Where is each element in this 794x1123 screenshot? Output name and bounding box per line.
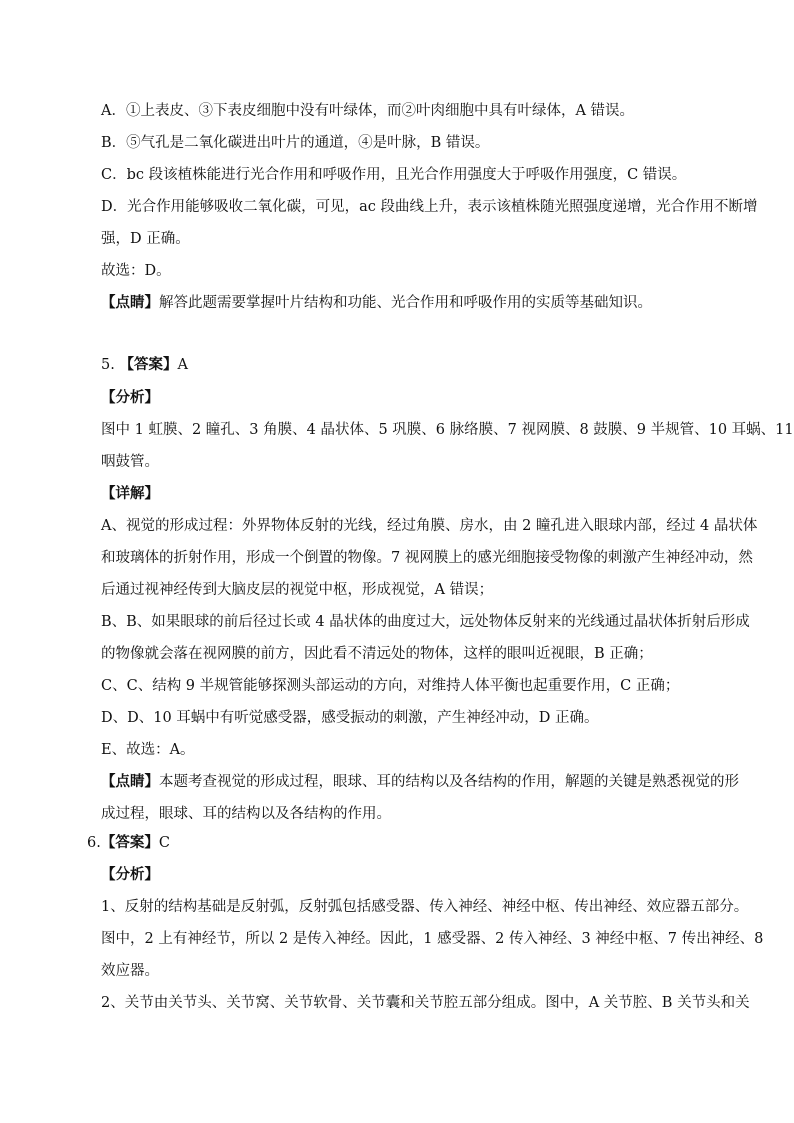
q5-detail-line-7: D、D、10 耳蜗中有听觉感受器，感受振动的刺激，产生神经冲动，D 正确。 <box>101 710 599 726</box>
q6-analysis-label: 【分析】 <box>101 866 159 883</box>
q5-analysis-line-2: 咽鼓管。 <box>101 454 159 470</box>
q6-analysis-line-4: 2、关节由关节头、关节窝、关节软骨、关节囊和关节腔五部分组成。图中，A 关节腔、B 关节头和关 <box>101 995 750 1011</box>
q5-dianjing-text-1: 本题考查视觉的形成过程，眼球、耳的结构以及各结构的作用，解题的关键是熟悉视觉的形 <box>159 774 739 790</box>
q5-detail-line-1: A、视觉的形成过程：外界物体反射的光线，经过角膜、房水，由 2 瞳孔进入眼球内部，经过 4 晶状体 <box>101 518 758 534</box>
q5-detail-line-4: B、B、如果眼球的前后径过长或 4 晶状体的曲度过大，远处物体反射来的光线通过晶状体折射后形成 <box>101 614 750 630</box>
q5-analysis-tag <box>101 388 721 408</box>
q6-analysis-tag <box>101 865 721 885</box>
q5-detail-line-6: C、C、结构 9 半规管能够探测头部运动的方向，对维持人体平衡也起重要作用，C 正确； <box>101 678 680 694</box>
q5-detail-label: 【详解】 <box>101 485 159 502</box>
choice-line: 故选：D。 <box>101 263 171 279</box>
q5-detail-line-2: 和玻璃体的折射作用，形成一个倒置的物像。7 视网膜上的感光细胞接受物像的刺激产生神经冲动，然 <box>101 550 753 566</box>
option-d-text-cont: 强，D 正确。 <box>101 231 190 247</box>
q6-answer-value: C <box>158 835 170 851</box>
q5-answer-line <box>101 355 721 375</box>
q5-dianjing-tag: 【点睛】 <box>101 773 159 790</box>
q5-analysis-label: 【分析】 <box>101 389 159 406</box>
q5-analysis-line-1: 图中 1 虹膜、2 瞳孔、3 角膜、4 晶状体、5 巩膜、6 脉络膜、7 视网膜、8 鼓膜、9 半规管、10 耳蜗、11 <box>101 422 794 438</box>
q5-detail-line-8: E、故选：A。 <box>101 742 195 758</box>
option-c-text: C．bc 段该植株能进行光合作用和呼吸作用，且光合作用强度大于呼吸作用强度，C 错误。 <box>101 167 687 183</box>
q5-number: 5. <box>101 357 115 373</box>
q5-answer-value: A <box>177 357 188 373</box>
q5-dianjing-line-1 <box>101 772 739 792</box>
q5-answer-tag: 【答案】 <box>119 356 178 373</box>
q6-answer-line <box>87 833 707 853</box>
q5-dianjing-line-2: 成过程，眼球、耳的结构以及各结构的作用。 <box>101 806 391 822</box>
q5-detail-tag <box>101 484 721 504</box>
dianjing-paragraph <box>101 293 721 313</box>
option-b-text: B．⑤气孔是二氧化碳进出叶片的通道，④是叶脉，B 错误。 <box>101 135 490 151</box>
option-d-text: D．光合作用能够吸收二氧化碳，可见，ac 段曲线上升，表示该植株随光照强度递增，光合作用不断增 <box>101 199 758 215</box>
q6-analysis-line-2: 图中，2 上有神经节，所以 2 是传入神经。因此，1 感受器、2 传入神经、3 神经中枢、7 传出神经、8 <box>101 931 764 947</box>
dianjing-tag: 【点睛】 <box>101 294 159 311</box>
q5-detail-line-3: 后通过视神经传到大脑皮层的视觉中枢，形成视觉，A 错误； <box>101 582 494 598</box>
q5-detail-line-5: 的物像就会落在视网膜的前方，因此看不清远处的物体，这样的眼叫近视眼，B 正确； <box>101 646 653 662</box>
dianjing-text: 解答此题需要掌握叶片结构和功能、光合作用和呼吸作用的实质等基础知识。 <box>159 295 652 311</box>
q6-analysis-line-1: 1、反射的结构基础是反射弧，反射弧包括感受器、传入神经、神经中枢、传出神经、效应器五部分。 <box>101 899 749 915</box>
q6-number: 6. <box>87 835 101 851</box>
option-a-text: A．①上表皮、③下表皮细胞中没有叶绿体，而②叶肉细胞中具有叶绿体，A 错误。 <box>101 103 635 119</box>
q6-analysis-line-3: 效应器。 <box>101 963 159 979</box>
q6-answer-tag: 【答案】 <box>100 834 159 851</box>
